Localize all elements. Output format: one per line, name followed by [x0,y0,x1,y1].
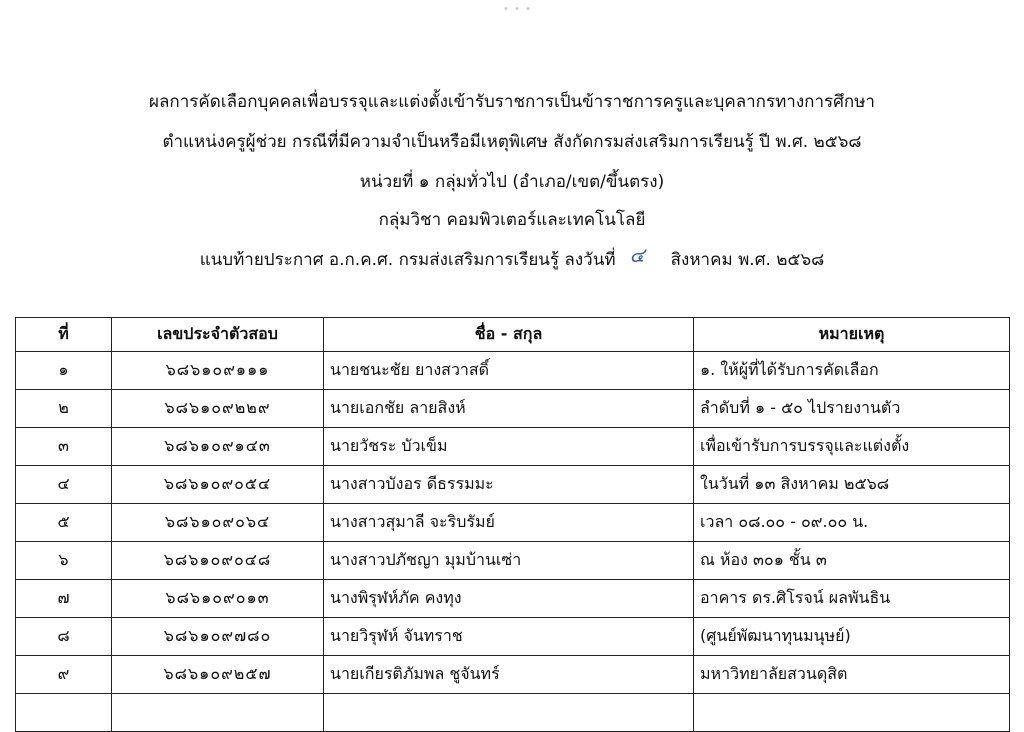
table-header-row [16,318,1010,352]
row-name: นายชนะชัย ยางสวาสดิ์ [324,352,694,390]
row-note: ลำดับที่ ๑ - ๕๐ ไปรายงานตัว [694,390,1010,428]
header-position-line: ตำแหน่งครูผู้ช่วย กรณีที่มีความจำเป็นหรือมีเหตุพิเศษ สังกัดกรมส่งเสริมการเรียนรู้ ปี พ.ศ. ๒๕๖๘ [162,132,862,152]
header-unit-line: หน่วยที่ ๑ กลุ่มทั่วไป (อำเภอ/เขต/ขึ้นตรง) [359,172,665,192]
table-row [16,428,1010,466]
row-exam-id: ๖๘๖๑๐๙๐๖๔ [112,504,324,542]
table-row [16,504,1010,542]
row-number: ๒ [16,390,112,428]
table-row [16,580,1010,618]
row-number: ๙ [16,656,112,694]
header-announcement-line [0,243,1024,272]
row-name: นายวิรุฬห์ จันทราช [324,618,694,656]
announcement-prefix: แนบท้ายประกาศ อ.ก.ค.ศ. กรมส่งเสริมการเรียนรู้ ลงวันที่ [199,250,616,270]
row-name: นางสาวสุมาลี จะริบรัมย์ [324,504,694,542]
row-number: ๕ [16,504,112,542]
column-header-exam-id: เลขประจำตัวสอบ [112,318,324,352]
handwritten-day: ๔ [629,243,645,267]
row-number: ๗ [16,580,112,618]
candidates-table [15,317,1010,732]
scroll-indicator-icon: • • • [503,4,533,15]
row-name: นางสาวบังอร ดีธรรมมะ [324,466,694,504]
row-number: ๘ [16,618,112,656]
row-note: เวลา ๐๘.๐๐ - ๐๙.๐๐ น. [694,504,1010,542]
row-number: ๓ [16,428,112,466]
table-row [16,656,1010,694]
row-exam-id: ๖๘๖๑๐๙๒๒๙ [112,390,324,428]
table-row [16,390,1010,428]
row-exam-id: ๖๘๖๑๐๙๗๘๐ [112,618,324,656]
row-name: นางพิรุฬห์ภัค คงทุง [324,580,694,618]
table-row-partial [16,694,1010,732]
row-note: อาคาร ดร.ศิโรจน์ ผลพันธิน [694,580,1010,618]
table-row [16,618,1010,656]
column-header-note: หมายเหตุ [694,318,1010,352]
table-row [16,542,1010,580]
column-header-name: ชื่อ - สกุล [324,318,694,352]
row-exam-id: ๖๘๖๑๐๙๑๔๓ [112,428,324,466]
header-subject-line: กลุ่มวิชา คอมพิวเตอร์และเทคโนโลยี [378,210,646,230]
row-exam-id: ๖๘๖๑๐๙๐๕๔ [112,466,324,504]
table-row [16,466,1010,504]
row-note: มหาวิทยาลัยสวนดุสิต [694,656,1010,694]
row-note: ในวันที่ ๑๓ สิงหาคม ๒๕๖๘ [694,466,1010,504]
table-row [16,352,1010,390]
row-number: ๖ [16,542,112,580]
row-name: นายเอกชัย ลายสิงห์ [324,390,694,428]
row-exam-id: ๖๘๖๑๐๙๑๑๑ [112,352,324,390]
row-note: เพื่อเข้ารับการบรรจุและแต่งตั้ง [694,428,1010,466]
row-exam-id: ๖๘๖๑๐๙๐๑๓ [112,580,324,618]
row-note: ณ ห้อง ๓๐๑ ชั้น ๓ [694,542,1010,580]
row-exam-id: ๖๘๖๑๐๙๐๔๘ [112,542,324,580]
row-exam-id: ๖๘๖๑๐๙๒๕๗ [112,656,324,694]
row-name: นางสาวปภัชญา มุมบ้านเซ่า [324,542,694,580]
header-title: ผลการคัดเลือกบุคคลเพื่อบรรจุและแต่งตั้งเข้ารับราชการเป็นข้าราชการครูและบุคลากรทางการศึกษา [149,92,875,112]
column-header-number: ที่ [16,318,112,352]
row-name: นายวัชระ บัวเข็ม [324,428,694,466]
row-note: ๑. ให้ผู้ที่ได้รับการคัดเลือก [694,352,1010,390]
row-number: ๔ [16,466,112,504]
announcement-suffix: สิงหาคม พ.ศ. ๒๕๖๘ [670,250,825,270]
row-number: ๑ [16,352,112,390]
row-name: นายเกียรติภัมพล ชูจันทร์ [324,656,694,694]
row-note: (ศูนย์พัฒนาทุนมนุษย์) [694,618,1010,656]
